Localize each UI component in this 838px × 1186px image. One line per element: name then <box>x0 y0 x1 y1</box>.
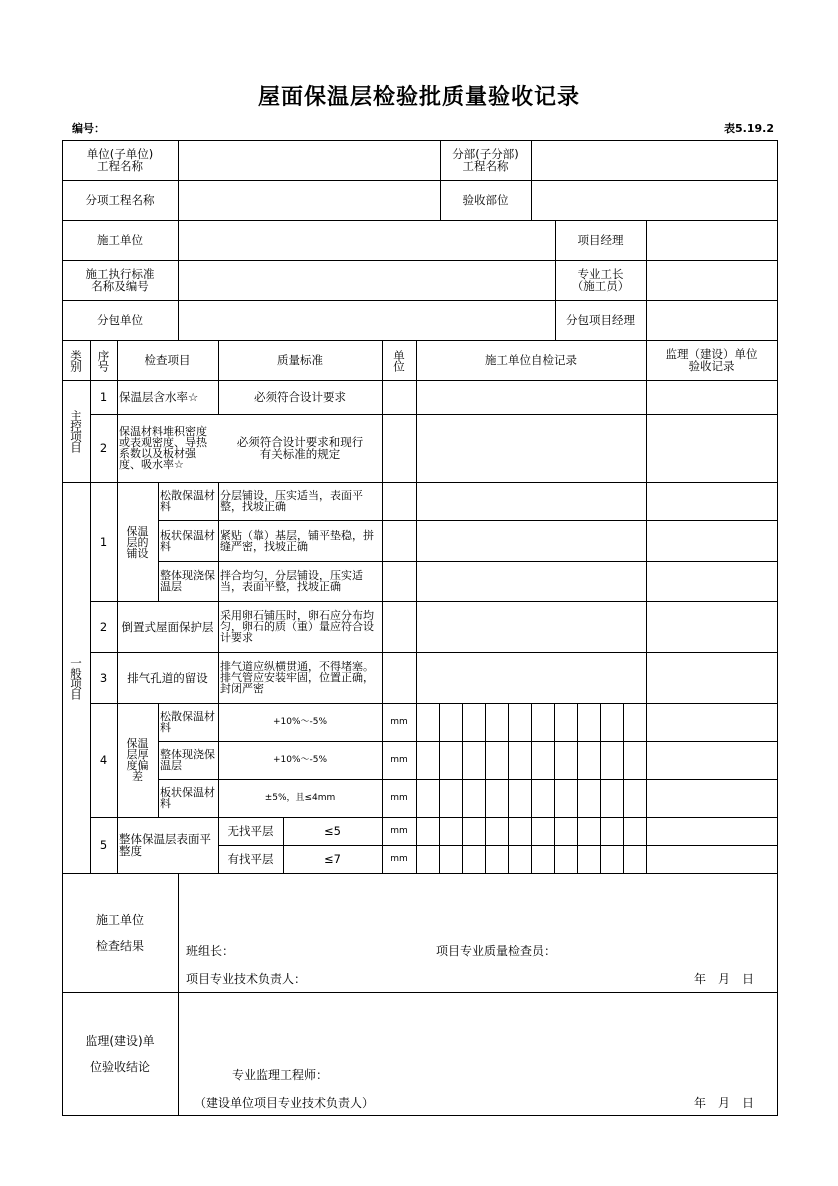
gen-row4-no: 4 <box>99 753 108 767</box>
gen-row5-sub1-std: ≤5 <box>324 824 341 838</box>
qc-inspector-label: 项目专业质量检查员： <box>436 944 557 958</box>
col-quality-std: 质量标准 <box>277 353 323 367</box>
mc-row1-std: 必须符合设计要求 <box>254 390 346 404</box>
standard-label: 施工执行标准 名称及编号 <box>85 267 155 293</box>
gen-row1-sub1-name: 松散保温材料 <box>160 489 215 513</box>
gen-row1-sub3-name: 整体现浇保温层 <box>160 569 215 593</box>
gen-row3-no: 3 <box>99 670 108 685</box>
col-seq: 序号 <box>96 349 111 371</box>
mc-row2-no: 2 <box>99 441 108 455</box>
gen-row5-sub1-name: 无找平层 <box>227 824 274 838</box>
mc-row1-item: 保温层含水率☆ <box>119 390 199 404</box>
number-label: 编号： <box>72 122 105 135</box>
gen-row1-sub2-name: 板状保温材料 <box>160 528 215 553</box>
col-self-check: 施工单位自检记录 <box>485 353 577 367</box>
form-number: 表5.19.2 <box>724 122 774 135</box>
construction-unit-label: 施工单位 <box>97 233 143 247</box>
acceptance-part-label: 验收部位 <box>462 193 509 207</box>
col-category: 类别 <box>69 349 83 371</box>
gen-row3-std: 排气道应纵横贯通，不得堵塞。排气管应安装牢固，位置正确，封闭严密 <box>220 660 374 695</box>
supervising-engineer-label: 专业监理工程师： <box>232 1068 329 1082</box>
team-leader-label: 班组长： <box>186 944 235 958</box>
page-title: 屋面保温层检验批质量验收记录 <box>257 85 580 110</box>
gen-row4-sub2-name: 整体现浇保温层 <box>160 748 215 772</box>
mc-row1-no: 1 <box>99 390 108 404</box>
col-check-item: 检查项目 <box>144 353 191 367</box>
owner-tech-label: （建设单位项目专业技术负责人） <box>194 1096 375 1110</box>
gen-row4-sub1-unit: mm <box>390 717 408 727</box>
gen-row5-no: 5 <box>99 838 108 852</box>
gen-row5-sub2-unit: mm <box>390 854 408 864</box>
gen-row1-group: 保温层的铺设 <box>126 524 149 560</box>
gen-row2-item: 倒置式屋面保护层 <box>121 619 214 634</box>
gen-row4-sub1-std: +10%～-5% <box>272 717 328 727</box>
mc-row2-item: 保温材料堆积密度或表观密度、导热系数以及板材强度、吸水率☆ <box>119 425 207 471</box>
gen-row4-sub3-std: ±5%，且≤4mm <box>264 793 336 803</box>
gen-row5-sub2-name: 有找平层 <box>227 852 274 866</box>
main-control-label: 主控项目 <box>69 410 83 452</box>
check-result-label: 施工单位 检查结果 <box>95 912 144 953</box>
subdivision-name-label: 分部(子分部) 工程名称 <box>452 147 519 173</box>
gen-row1-sub1-std: 分层铺设，压实适当，表面平整，找坡正确 <box>220 489 363 513</box>
unit-name-label: 单位(子单位) 工程名称 <box>86 147 154 173</box>
gen-row3-item: 排气孔道的留设 <box>127 670 208 685</box>
mc-row2-std: 必须符合设计要求和现行 有关标准的规定 <box>236 435 364 461</box>
gen-row5-sub2-std: ≤7 <box>324 852 341 866</box>
subcontractor-label: 分包单位 <box>97 313 143 327</box>
col-unit: 单位 <box>392 349 406 371</box>
gen-row4-sub2-unit: mm <box>390 755 408 765</box>
gen-row1-no: 1 <box>99 535 108 549</box>
subitem-name-label: 分项工程名称 <box>85 193 155 207</box>
tech-lead-label: 项目专业技术负责人： <box>186 972 307 986</box>
general-label: 一般项目 <box>69 656 83 699</box>
gen-row1-sub2-std: 紧贴（靠）基层，铺平垫稳，拼缝严密，找坡正确 <box>220 528 374 553</box>
gen-row4-sub2-std: +10%～-5% <box>272 755 328 765</box>
check-date: 年 月 日 <box>694 972 755 986</box>
sub-manager-label: 分包项目经理 <box>566 313 635 327</box>
gen-row4-sub3-name: 板状保温材料 <box>160 786 215 810</box>
gen-row2-no: 2 <box>99 619 108 634</box>
foreman-label: 专业工长 （施工员） <box>571 267 630 293</box>
project-manager-label: 项目经理 <box>577 233 624 247</box>
col-supervision: 监理（建设）单位 验收记录 <box>665 347 758 373</box>
supervision-conclusion-label: 监理(建设)单 位验收结论 <box>85 1033 155 1074</box>
gen-row5-item: 整体保温层表面平整度 <box>119 832 211 858</box>
gen-row2-std: 采用卵石铺压时，卵石应分布均匀，卵石的质（重）量应符合设计要求 <box>220 609 374 644</box>
gen-row5-sub1-unit: mm <box>390 826 408 836</box>
gen-row4-sub3-unit: mm <box>390 793 408 803</box>
gen-row1-sub3-std: 拌合均匀，分层铺设，压实适当，表面平整，找坡正确 <box>220 569 363 593</box>
gen-row4-sub1-name: 松散保温材料 <box>160 710 215 734</box>
gen-row4-group: 保温层厚度偏差 <box>126 737 149 783</box>
conclusion-date: 年 月 日 <box>694 1096 755 1110</box>
